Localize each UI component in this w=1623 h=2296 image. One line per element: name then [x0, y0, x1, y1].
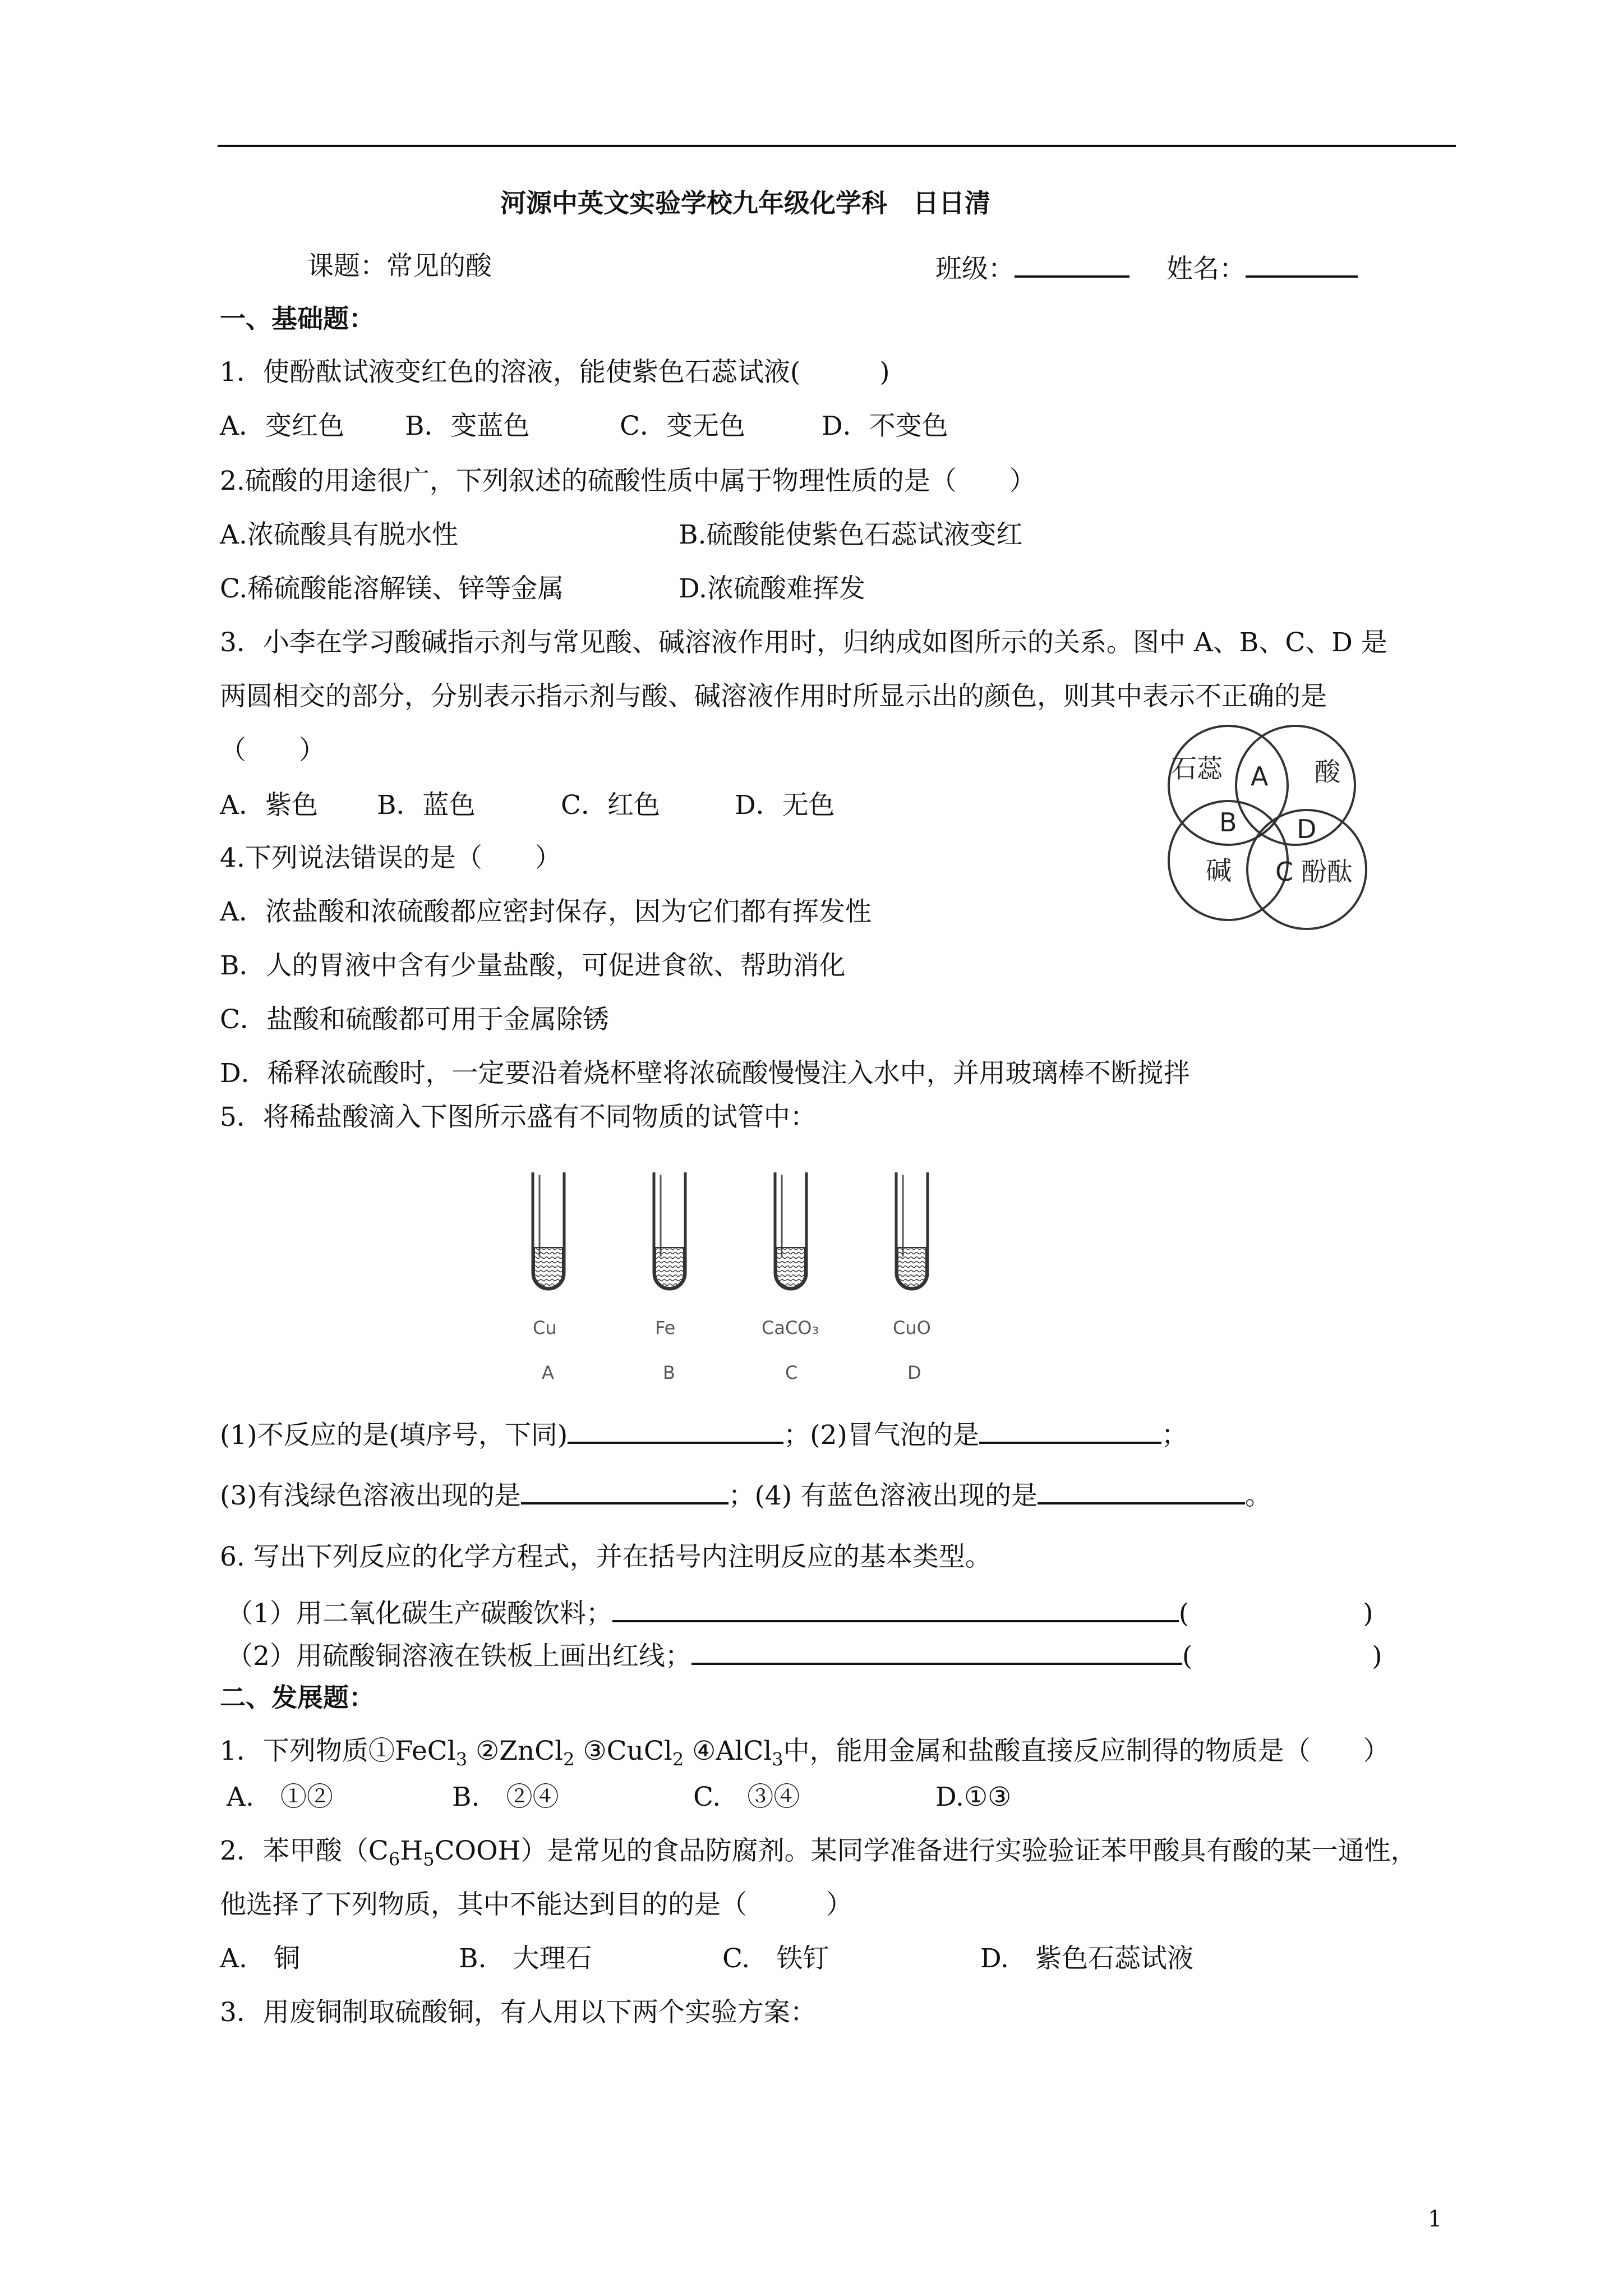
q1-stem: 1．使酚酞试液变红色的溶液，能使紫色石蕊试液( ) — [220, 357, 890, 388]
q2-option-a: A.浓硫酸具有脱水性 — [220, 519, 458, 550]
s2-q1-option-b: B. ②④ — [452, 1782, 559, 1812]
test-tube-figure — [517, 1161, 988, 1397]
s2-q3-stem: 3．用废铜制取硫酸铜，有人用以下两个实验方案： — [220, 1997, 817, 2028]
q3-stem-line3: （ ） — [220, 735, 325, 766]
s2-q2-option-b: B. 大理石 — [459, 1943, 592, 1974]
q4-option-c: C．盐酸和硫酸都可用于金属除锈 — [220, 1004, 609, 1035]
q6-blank-2[interactable] — [691, 1638, 1182, 1665]
q3-option-a: A．紫色 — [220, 790, 318, 821]
s2-q1-option-a: A. ①② — [227, 1782, 333, 1812]
q5-blank-3[interactable] — [521, 1478, 728, 1504]
s2-q2-option-a: A. 铜 — [220, 1943, 300, 1974]
q3-option-b: B．蓝色 — [377, 790, 476, 821]
topic-label: 课题：常见的酸 — [307, 251, 492, 282]
test-tube-a — [533, 1172, 564, 1383]
tube-c-letter: C — [785, 1362, 798, 1383]
header-rule — [218, 145, 1456, 147]
page-number: 1 — [1428, 2206, 1442, 2232]
s2-q2-option-d: D. 紫色石蕊试液 — [980, 1943, 1193, 1974]
section-heading-basic: 一、基础题： — [220, 303, 375, 334]
label-region-a: A — [1251, 761, 1269, 792]
q4-option-a: A．浓盐酸和浓硫酸都应密封保存，因为它们都有挥发性 — [220, 896, 872, 927]
q3-option-d: D．无色 — [735, 790, 835, 821]
tube-b-letter: B — [663, 1362, 675, 1383]
tube-c-substance: CaCO₃ — [762, 1317, 819, 1338]
test-tube-d — [893, 1172, 931, 1383]
s2-q1-stem: 1．下列物质①FeCl$_3$ ②ZnCl$_2$ ③CuCl$_2$ ④AlCl$_3$中，能用金属和盐酸直接反应制得的物质是（ ） — [220, 1736, 1390, 1770]
label-region-b: B — [1219, 807, 1237, 838]
q1-option-c: C．变无色 — [620, 411, 745, 441]
q4-option-d: D．稀释浓硫酸时，一定要沿着烧杯壁将浓硫酸慢慢注入水中，并用玻璃棒不断搅拌 — [220, 1058, 1190, 1089]
s2-q1-option-d: D.①③ — [935, 1782, 1012, 1812]
tube-d-substance: CuO — [893, 1317, 931, 1338]
label-region-d: D — [1297, 814, 1317, 844]
label-base: 碱 — [1206, 855, 1232, 886]
q2-option-c: C.稀硫酸能溶解镁、锌等金属 — [220, 573, 564, 604]
q5-blank-1[interactable] — [568, 1417, 783, 1444]
q5-blank-4[interactable] — [1038, 1478, 1245, 1504]
q1-option-a: A．变红色 — [220, 411, 344, 441]
label-litmus: 石蕊 — [1171, 753, 1223, 784]
tube-b-substance: Fe — [655, 1317, 676, 1338]
q2-option-d: D.浓硫酸难挥发 — [679, 573, 865, 604]
q6-stem: 6. 写出下列反应的化学方程式，并在括号内注明反应的基本类型。 — [220, 1542, 992, 1572]
name-label: 姓名： — [1166, 251, 1358, 285]
indicator-venn-diagram — [1156, 714, 1387, 931]
q5-line-1: (1)不反应的是(填序号，下同) ；(2)冒气泡的是 ； — [220, 1417, 1188, 1451]
q3-option-c: C．红色 — [561, 790, 660, 821]
q5-line-2: (3)有浅绿色溶液出现的是 ；(4) 有蓝色溶液出现的是 。 — [220, 1478, 1271, 1512]
s2-q2-option-c: C. 铁钉 — [722, 1943, 829, 1974]
q1-option-d: D．不变色 — [822, 411, 948, 441]
q3-stem-line1: 3．小李在学习酸碱指示剂与常见酸、碱溶液作用时，归纳成如图所示的关系。图中 A、B、C、D 是 — [220, 627, 1387, 658]
label-region-c: C — [1275, 857, 1294, 887]
name-blank[interactable] — [1246, 251, 1358, 278]
q6-part-1: （1）用二氧化碳生产碳酸饮料； ( ) — [227, 1595, 1373, 1630]
section-heading-advanced: 二、发展题： — [220, 1682, 375, 1713]
q5-blank-2[interactable] — [979, 1417, 1161, 1444]
s2-q2-stem-line1: 2．苯甲酸$(C_6H_5COOH)$是常见的食品防腐剂。某同学准备进行实验验证苯甲酸具有酸的某一通性， — [220, 1835, 1417, 1870]
tube-a-substance: Cu — [533, 1317, 557, 1338]
test-tube-c — [762, 1172, 819, 1383]
q3-stem-line2: 两圆相交的部分，分别表示指示剂与酸、碱溶液作用时所显示出的颜色，则其中表示不正确的是 — [220, 681, 1327, 712]
q6-part-2: （2）用硫酸铜溶液在铁板上画出红线； ( ) — [227, 1638, 1382, 1672]
q2-stem: 2.硫酸的用途很广，下列叙述的硫酸性质中属于物理性质的是（ ） — [220, 466, 1036, 496]
test-tube-b — [654, 1172, 685, 1383]
s2-q1-option-c: C. ③④ — [693, 1782, 800, 1812]
q4-option-b: B．人的胃液中含有少量盐酸，可促进食欲、帮助消化 — [220, 950, 846, 981]
q4-stem: 4.下列说法错误的是（ ） — [220, 843, 561, 873]
s2-q2-stem-line2: 他选择了下列物质，其中不能达到目的的是（ ） — [220, 1889, 852, 1920]
q1-option-b: B．变蓝色 — [405, 411, 530, 441]
label-acid: 酸 — [1315, 757, 1340, 787]
page-title: 河源中英文实验学校九年级化学科 日日清 — [500, 188, 990, 218]
tube-a-letter: A — [542, 1362, 554, 1383]
q5-stem: 5．将稀盐酸滴入下图所示盛有不同物质的试管中： — [220, 1102, 817, 1133]
q2-option-b: B.硫酸能使紫色石蕊试液变红 — [679, 519, 1023, 550]
tube-d-letter: D — [907, 1362, 921, 1383]
label-phenolphthalein: 酚酞 — [1301, 857, 1353, 887]
class-blank[interactable] — [1015, 251, 1129, 278]
q6-blank-1[interactable] — [612, 1595, 1179, 1622]
class-label: 班级： — [935, 251, 1129, 285]
